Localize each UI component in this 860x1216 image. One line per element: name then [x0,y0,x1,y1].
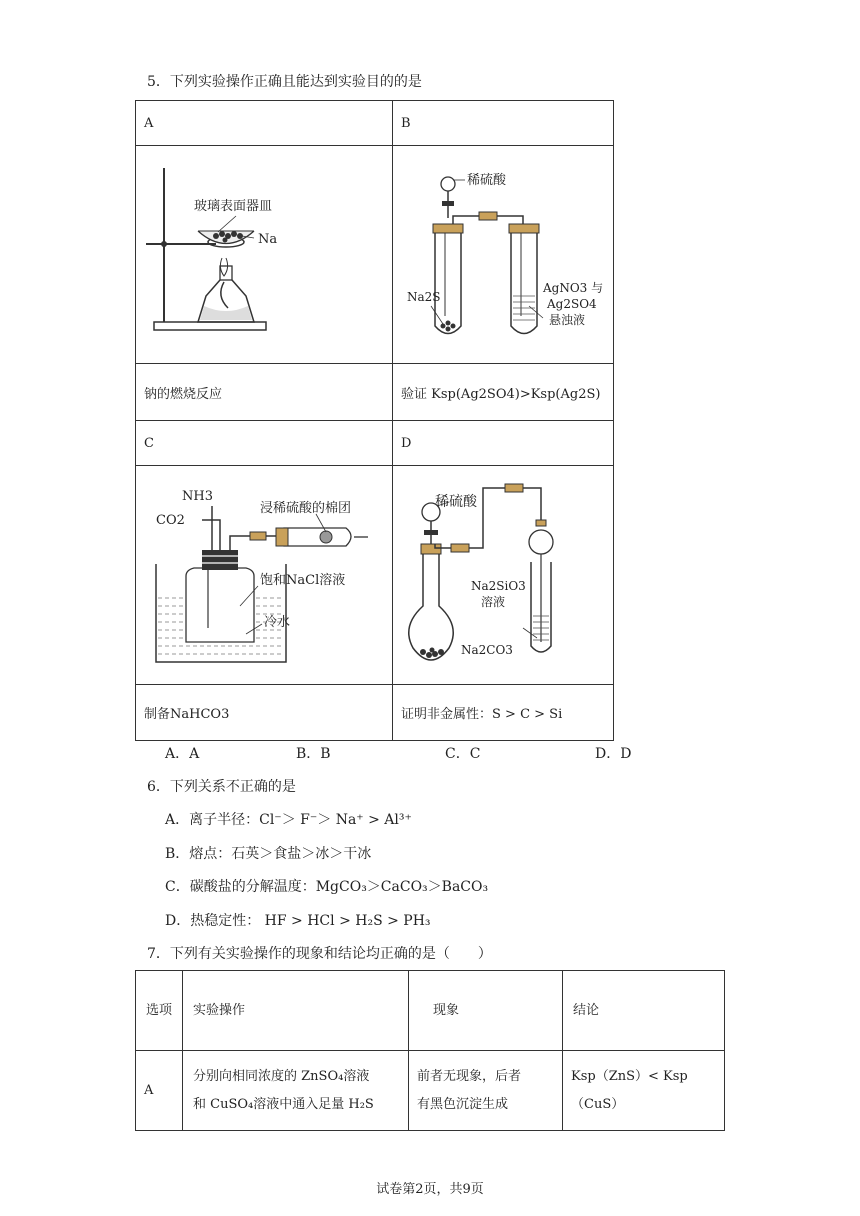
label-nacl: 饱和NaCl溶液 [260,573,346,588]
label-water: 冷水 [264,615,291,630]
q7-row-a-operation [183,1051,409,1131]
q7-row-a-operation-line1: 分别向相同浓度的 ZnSO₄溶液 [193,1068,370,1084]
label-na2sio3: Na2SiO3 [471,579,526,593]
q5-table [135,100,614,741]
label-suspension: 悬浊液 [549,313,586,327]
q7-row-a-operation-line2: 和 CuSO₄溶液中通入足量 H₂S [193,1096,374,1112]
q7-row-a-phenomenon [409,1051,563,1131]
q7-row-a-conclusion: Ksp（ZnS）< Ksp（CuS） [563,1051,725,1131]
q5-cell-c-label: C [136,421,393,466]
page-footer: 试卷第2页，共9页 [376,1182,484,1197]
label-solution: 溶液 [481,595,506,609]
q5-option-d[interactable]: D．D [595,746,632,762]
q5-caption-c: 制备NaHCO3 [136,685,393,741]
label-nh3: NH3 [182,489,213,504]
label-na2s: Na2S [407,290,441,304]
figure-b-ksp-apparatus [393,146,613,359]
q5-figure-d-cell [393,466,614,685]
q6-option-d[interactable]: D．热稳定性： HF > HCl > H₂S > PH₃ [165,913,431,929]
q6-option-b[interactable]: B．熔点：石英＞食盐＞冰＞干冰 [165,846,372,862]
q5-caption-b-formula: Ksp(Ag2SO4)>Ksp(Ag2S) [431,386,601,402]
q6-stem: 6．下列关系不正确的是 [147,779,296,795]
label-cotton: 浸稀硫酸的棉团 [260,501,352,516]
label-na2co3: Na2CO3 [461,643,513,657]
label-agno3: AgNO3 与 [543,281,604,295]
q5-cell-b-label: B [393,101,614,146]
q7-table [135,970,725,1131]
q6-option-a[interactable]: A．离子半径：Cl⁻＞ F⁻＞ Na⁺ > Al³⁺ [165,812,412,828]
label-co2: CO2 [156,513,185,528]
q7-header-option: 选项 [136,971,183,1051]
q7-row-a-phenomenon-line2: 有黑色沉淀生成 [417,1096,509,1112]
q7-row-a-option: A [136,1051,183,1131]
figure-a-sodium-burning [136,146,392,359]
q7-header-phenomenon: 现象 [409,971,563,1051]
q7-row-a-phenomenon-line1: 前者无现象，后者 [417,1068,522,1084]
q5-caption-b [393,364,614,421]
table-row [136,1051,725,1131]
q5-figure-a-cell [136,146,393,364]
q5-figure-b-cell [393,146,614,364]
q5-option-a[interactable]: A．A [165,746,200,762]
q5-caption-d: 证明非金属性：S > C > Si [393,685,614,741]
q7-stem: 7．下列有关实验操作的现象和结论均正确的是（ ） [147,946,492,962]
label-dish: 玻璃表面器皿 [194,199,273,214]
q5-caption-b-prefix: 验证 [401,386,428,402]
label-na: Na [258,232,278,247]
q5-cell-d-label: D [393,421,614,466]
label-ag2so4: Ag2SO4 [547,297,597,311]
q5-option-c[interactable]: C．C [445,746,481,762]
figure-d-nonmetal-apparatus [393,466,613,680]
q5-caption-a: 钠的燃烧反应 [136,364,393,421]
label-acid-b: 稀硫酸 [467,173,507,188]
q7-header-operation: 实验操作 [183,971,409,1051]
figure-c-nahco3-apparatus [136,466,392,680]
label-acid-d: 稀硫酸 [435,494,477,510]
q6-option-c[interactable]: C．碳酸盐的分解温度：MgCO₃＞CaCO₃＞BaCO₃ [165,879,489,895]
q5-stem: 5．下列实验操作正确且能达到实验目的的是 [147,74,422,90]
q5-figure-c-cell [136,466,393,685]
q5-option-b[interactable]: B．B [296,746,331,762]
q7-header-conclusion: 结论 [563,971,725,1051]
q5-cell-a-label: A [136,101,393,146]
